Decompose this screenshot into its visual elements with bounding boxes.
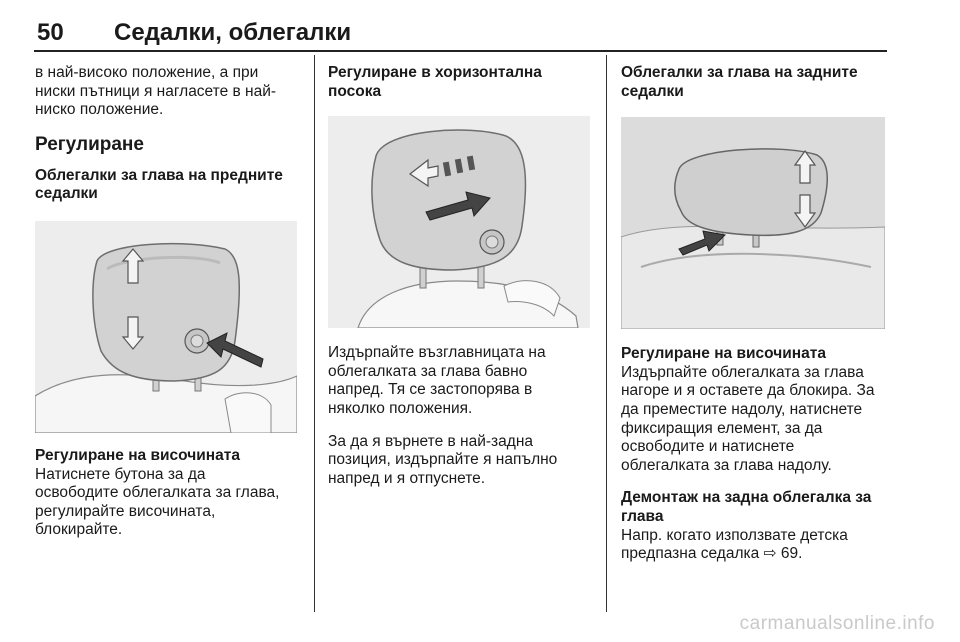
watermark: carmanualsonline.info [739,613,935,634]
column-1 [35,64,307,540]
subsection-rear-headrest-removal: Демонтаж на задна облегалка за глава [621,489,872,525]
subsection-rear-headrests: Облегалки за глава на задните седалки [621,64,858,100]
paragraph-pull-forward: Издърпайте възглавницата на облегалката за глава бавно напред. Тя се застопорява в няколко положения. [328,344,546,417]
paragraph-removal: Напр. когато използвате детска предпазна седалка ⇨ 69. [621,526,848,563]
horizontal-adjustment-illustration [328,116,590,328]
front-headrest-illustration [35,221,297,433]
column-divider-2 [606,55,607,612]
column-divider-1 [314,55,315,612]
subsection-horizontal-adjustment: Регулиране в хоризонтална посока [328,64,542,100]
section-title-adjustment: Регулиране [35,133,144,155]
page-number: 50 [37,19,64,46]
column-2 [328,64,594,488]
caption-title-height: Регулиране на височината [35,446,240,464]
intro-paragraph: в най-високо положение, а при ниски пътници я нагласете в най- ниско положение. [35,64,277,119]
caption-text-rear-height: Издърпайте облегалката за глава нагоре и я оставете да блокира. За да преместите надолу, натиснете фиксиращия елемент, за да освободите и натиснете облегалката за глава надолу. [621,363,875,474]
rear-headrest-illustration [621,117,885,329]
caption-title-rear-height: Регулиране на височината [621,345,826,363]
column-3 [621,64,889,564]
page-title: Седалки, облегалки [114,19,352,46]
subsection-front-headrests: Облегалки за глава на предните седалки [35,166,283,203]
caption-text-height: Натиснете бутона за да освободите облегалката за глава, регулирайте височината, блокирайте. [35,465,280,539]
header-rule [34,50,887,52]
paragraph-return-back: За да я върнете в най-задна позиция, издърпайте я напълно напред и я отпуснете. [328,432,558,487]
